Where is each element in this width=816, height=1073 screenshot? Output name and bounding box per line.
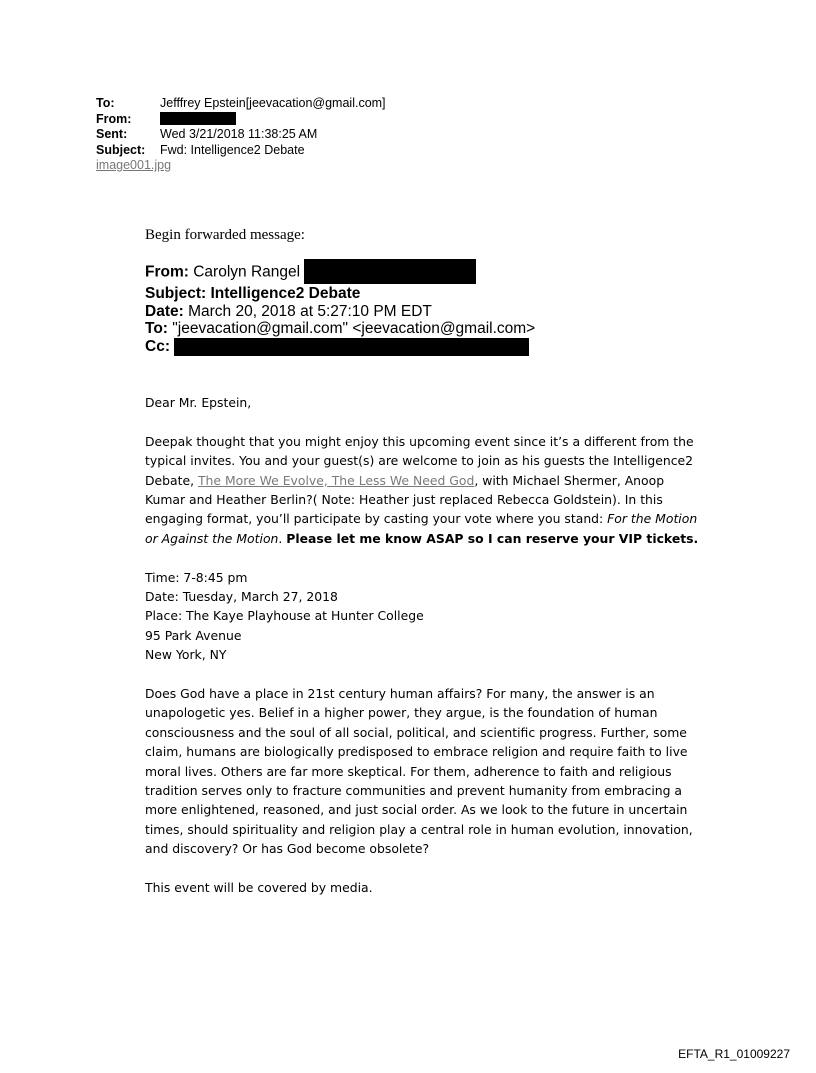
- subject-label: Subject:: [96, 142, 146, 157]
- event-time: Time: 7-8:45 pm: [145, 569, 248, 585]
- fwd-from-redaction: [304, 259, 476, 284]
- email-header: [96, 96, 386, 174]
- header-to-row: [96, 96, 386, 112]
- bates-number: EFTA_R1_01009227: [678, 1047, 790, 1061]
- fwd-to-value: "jeevacation@gmail.com" <jeevacation@gmail.com>: [172, 320, 536, 337]
- fwd-date-row: [145, 303, 535, 321]
- to-label: To:: [96, 96, 115, 110]
- fwd-cc-label: Cc:: [145, 337, 170, 355]
- debate-title-link[interactable]: The More We Evolve, The Less We Need God: [197, 472, 475, 488]
- attachment-row: [96, 158, 386, 174]
- email-body: [145, 393, 705, 898]
- greeting: Dear Mr. Epstein,: [145, 395, 252, 410]
- header-sent-row: [96, 127, 386, 143]
- fwd-date-value: March 20, 2018 at 5:27:10 PM EDT: [188, 302, 432, 320]
- p1-text-c: .: [278, 530, 287, 546]
- event-street: 95 Park Avenue: [145, 627, 242, 643]
- fwd-from-label: From:: [145, 263, 189, 281]
- fwd-subject-row: [145, 285, 535, 303]
- sent-value: Wed 3/21/2018 11:38:25 AM: [160, 127, 318, 141]
- event-date: Date: Tuesday, March 27, 2018: [145, 589, 338, 605]
- sent-label: Sent:: [96, 127, 128, 141]
- p1-text-a: Deepak thought that you might enjoy this upcoming event since it’s a different from the typical invites. You and your guest(s) are welcome to join as his guests the Intelligence2 Debate,: [145, 433, 694, 488]
- motion-italic: For the Motion or Against the Motion: [145, 511, 698, 546]
- fwd-date-label: Date:: [145, 302, 184, 320]
- fwd-to-row: [145, 320, 535, 338]
- rsvp-request: Please let me know ASAP so I can reserve your VIP tickets.: [286, 530, 699, 546]
- event-city: New York, NY: [145, 647, 227, 663]
- fwd-cc-redaction: [174, 338, 529, 356]
- from-label: From:: [96, 111, 132, 126]
- fwd-subject-value: Intelligence2 Debate: [210, 285, 361, 302]
- forwarded-header: [145, 260, 535, 356]
- from-redaction: [160, 112, 236, 125]
- p1-text-b: , with Michael Shermer, Anoop Kumar and Heather Berlin?( Note: Heather just replaced Rebecca Goldstein). In this engaging format, you’ll participate by casting your vote where you stand:: [145, 472, 665, 527]
- media-note: This event will be covered by media.: [145, 880, 373, 896]
- fwd-from-value: Carolyn Rangel: [193, 263, 301, 281]
- fwd-cc-row: [145, 338, 535, 356]
- fwd-from-row: [145, 260, 535, 285]
- forward-intro: Begin forwarded message:: [145, 227, 305, 243]
- header-from-row: [96, 112, 386, 128]
- fwd-subject-label: Subject:: [145, 285, 207, 302]
- fwd-to-label: To:: [145, 320, 168, 337]
- debate-description: Does God have a place in 21st century human affairs? For many, the answer is an unapologetic yes. Belief in a higher power, they argue, is the foundation of human consciousness and the soul of all social, political, and scientific progress. Further, some claim, humans are biologically predisposed to embrace religion and require faith to live moral lives. Others are far more skeptical. For them, adherence to faith and religious tradition serves only to fracture communities and prevent humanity from embracing a more enlightened, reasoned, and just social order. As we look to the future in uncertain times, should spirituality and religion play a central role in human evolution, innovation, and discovery? Or has God become obsolete?: [145, 686, 693, 857]
- subject-value: Fwd: Intelligence2 Debate: [160, 142, 305, 157]
- to-value: Jefffrey Epstein[jeevacation@gmail.com]: [160, 96, 386, 110]
- header-subject-row: [96, 143, 386, 159]
- attachment-link[interactable]: image001.jpg: [96, 158, 172, 172]
- invitation-paragraph: [145, 432, 705, 548]
- event-place: Place: The Kaye Playhouse at Hunter College: [145, 608, 424, 624]
